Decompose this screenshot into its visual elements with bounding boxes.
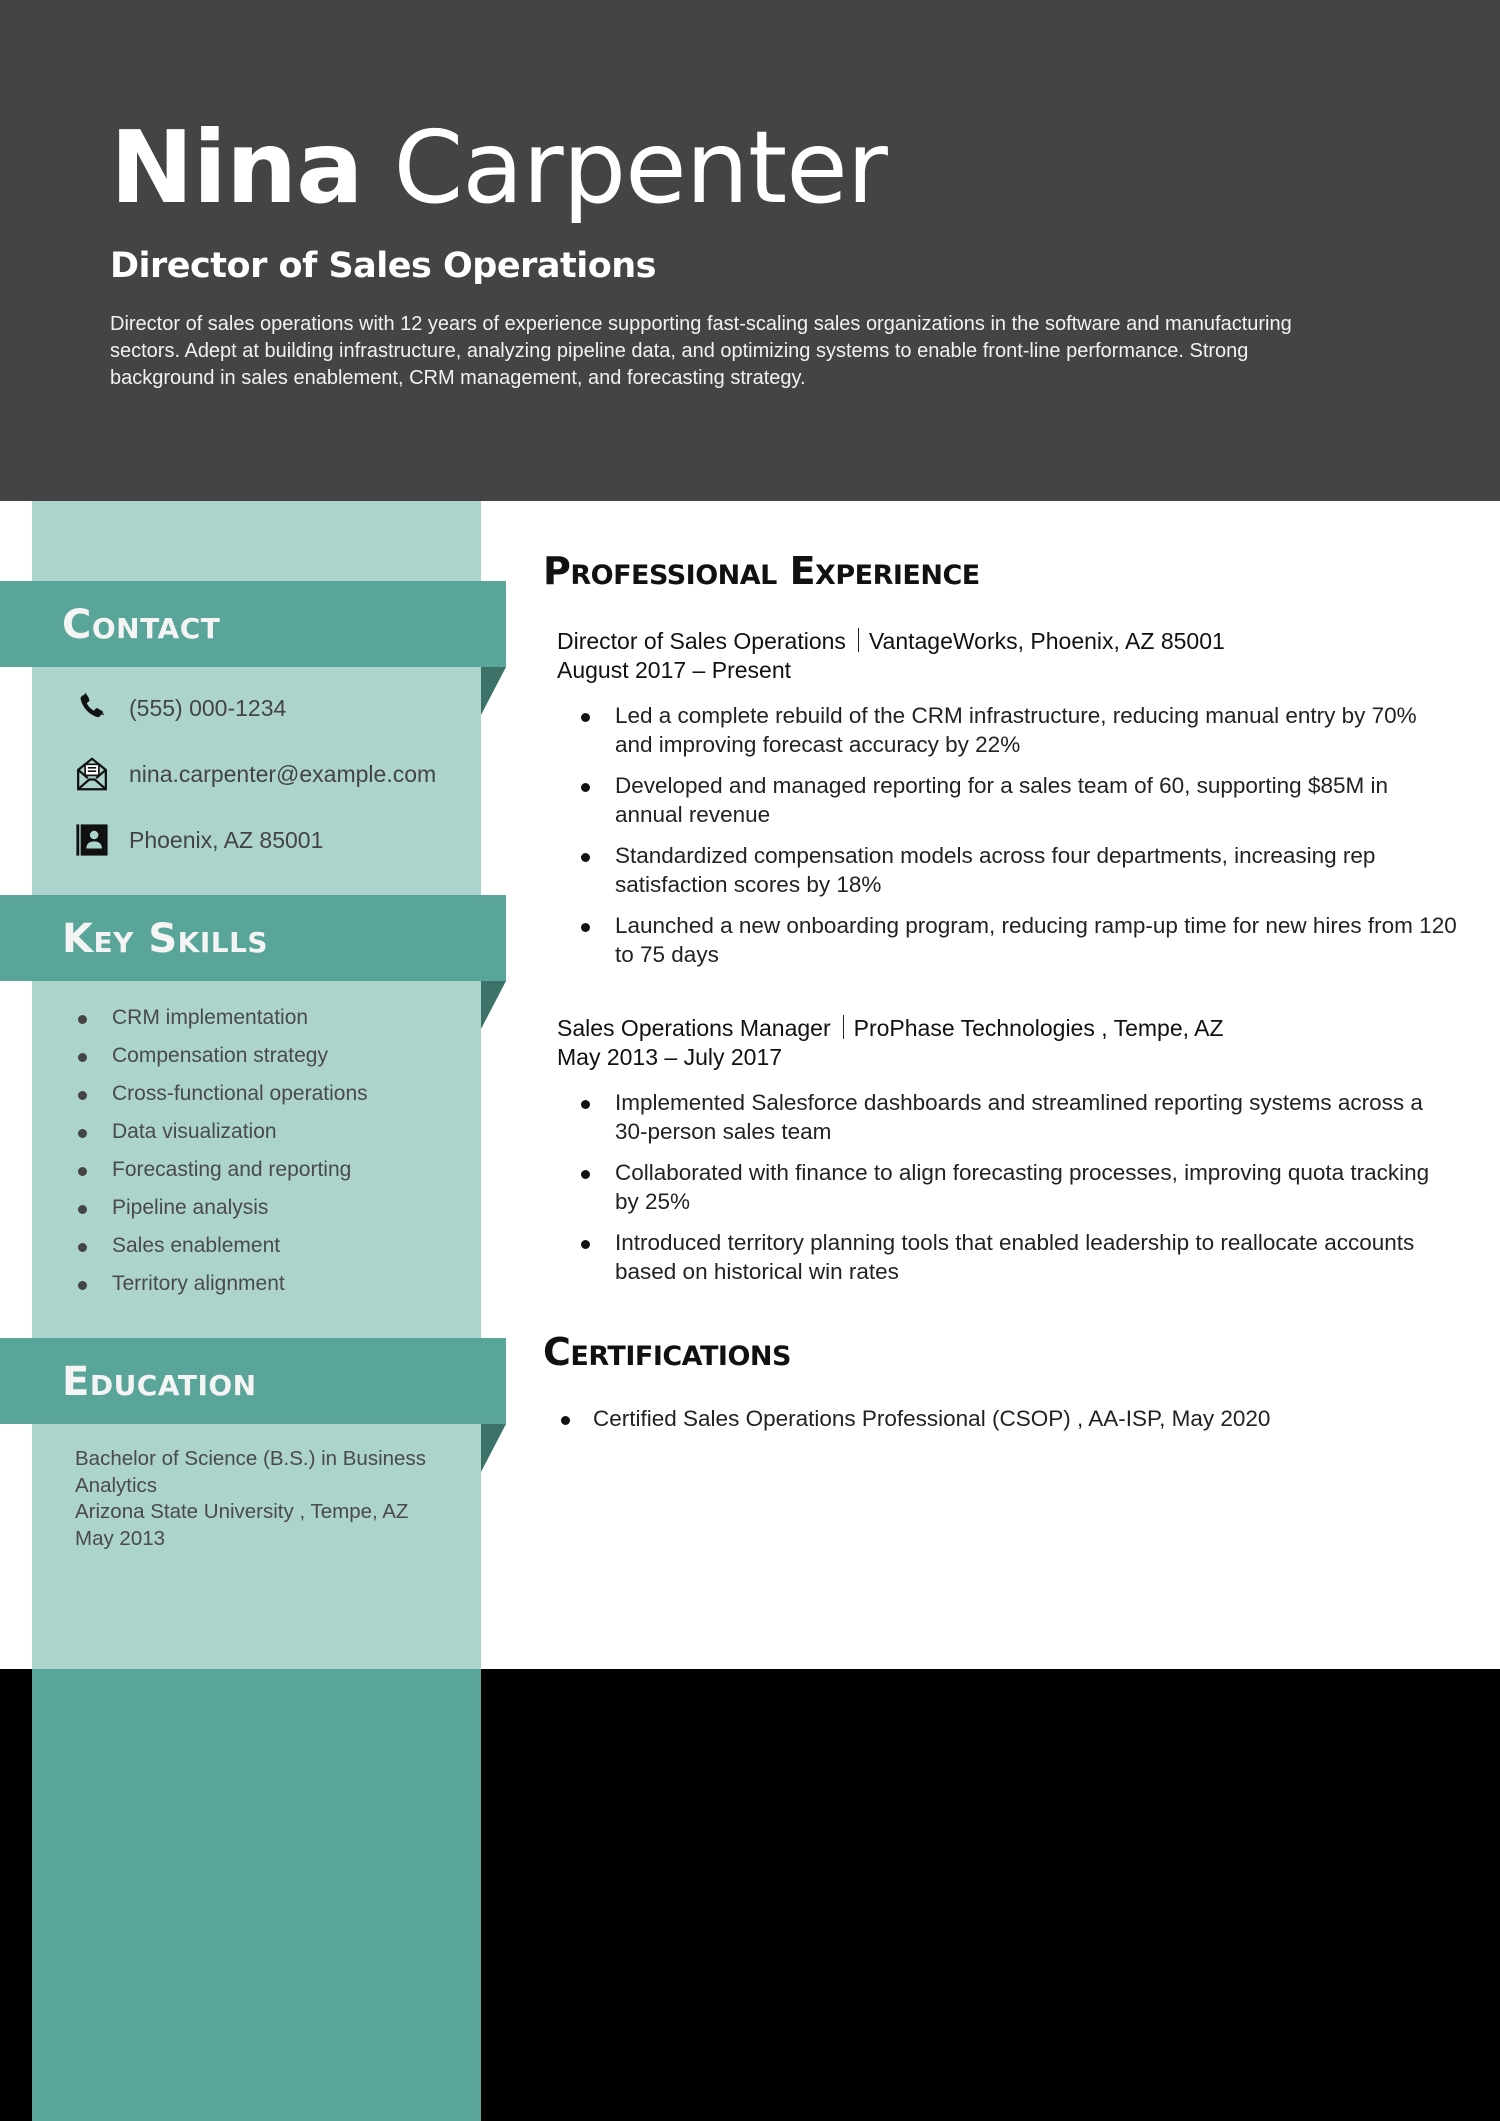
skill-item: Sales enablement — [74, 1227, 368, 1265]
job-bullets — [557, 1088, 1457, 1298]
last-name: Carpenter — [393, 109, 887, 226]
skill-item: Pipeline analysis — [74, 1189, 368, 1227]
skills-banner-fold — [481, 981, 506, 1029]
contact-title: Contact — [62, 602, 221, 648]
job-header — [557, 1014, 1224, 1072]
skill-item: CRM implementation — [74, 999, 368, 1037]
job-bullet: Led a complete rebuild of the CRM infrastructure, reducing manual entry by 70% and improving forecast accuracy by 22% — [557, 701, 1457, 759]
certifications-title: Certifications — [543, 1330, 791, 1374]
job-company: VantageWorks, Phoenix, AZ 85001 — [868, 628, 1225, 654]
candidate-name — [110, 108, 887, 228]
email-icon — [74, 756, 110, 792]
job-dates: May 2013 – July 2017 — [557, 1044, 783, 1070]
headline: Director of Sales Operations — [110, 246, 656, 286]
education-entry — [75, 1446, 475, 1552]
job-bullet: Launched a new onboarding program, reducing ramp-up time for new hires from 120 to 75 days — [557, 911, 1457, 969]
skill-item: Data visualization — [74, 1113, 368, 1151]
sidebar-continuation — [32, 1669, 481, 2121]
job-role: Director of Sales Operations — [557, 628, 846, 654]
summary: Director of sales operations with 12 years of experience supporting fast-scaling sales organizations in the software and manufacturing sectors. Adept at building infrastructure, analyzing pipeline data, and optimizing systems to enable front-line performance. Strong background in sales enablement, CRM management, and forecasting strategy. — [110, 313, 1292, 389]
education-degree: Bachelor of Science (B.S.) in Business Analytics — [75, 1447, 426, 1497]
job-bullet: Collaborated with finance to align forecasting processes, improving quota tracking by 25% — [557, 1158, 1457, 1216]
contact-email — [74, 754, 437, 794]
job-bullet: Implemented Salesforce dashboards and streamlined reporting systems across a 30-person sales team — [557, 1088, 1457, 1146]
education-school: Arizona State University , Tempe, AZ — [75, 1500, 409, 1523]
first-name: Nina — [110, 109, 363, 226]
skill-item: Territory alignment — [74, 1265, 368, 1303]
divider — [843, 1015, 844, 1039]
skills-title: Key Skills — [62, 916, 269, 962]
job-bullet: Introduced territory planning tools that enabled leadership to reallocate accounts based on historical win rates — [557, 1228, 1457, 1286]
email-text[interactable]: nina.carpenter@example.com — [129, 760, 437, 787]
contact-banner — [0, 581, 506, 667]
address-book-icon — [74, 822, 110, 858]
job-header — [557, 627, 1225, 685]
resume-header — [0, 0, 1500, 501]
skill-item: Compensation strategy — [74, 1037, 368, 1075]
job-bullet: Developed and managed reporting for a sales team of 60, supporting $85M in annual revenue — [557, 771, 1457, 829]
address-text: Phoenix, AZ 85001 — [129, 826, 324, 853]
experience-title: Professional Experience — [543, 549, 980, 593]
phone-icon — [74, 690, 110, 726]
skills-banner — [0, 895, 506, 981]
skills-list — [74, 999, 368, 1303]
job-dates: August 2017 – Present — [557, 657, 791, 683]
job-bullets — [557, 701, 1457, 981]
job-role: Sales Operations Manager — [557, 1015, 831, 1041]
job-bullet: Standardized compensation models across four departments, increasing rep satisfaction scores by 18% — [557, 841, 1457, 899]
contact-address — [74, 820, 324, 860]
education-banner — [0, 1338, 506, 1424]
education-date: May 2013 — [75, 1526, 166, 1550]
phone-text: (555) 000-1234 — [129, 694, 287, 721]
contact-banner-fold — [481, 667, 506, 715]
contact-phone — [74, 688, 287, 728]
education-banner-fold — [481, 1424, 506, 1472]
job-company: ProPhase Technologies , Tempe, AZ — [853, 1015, 1224, 1041]
skill-item: Cross-functional operations — [74, 1075, 368, 1113]
certification-item: Certified Sales Operations Professional (CSOP) , AA-ISP, May 2020 — [557, 1404, 1457, 1433]
education-title: Education — [62, 1359, 257, 1405]
skill-item: Forecasting and reporting — [74, 1151, 368, 1189]
divider — [858, 628, 859, 652]
certifications-list — [557, 1404, 1457, 1433]
